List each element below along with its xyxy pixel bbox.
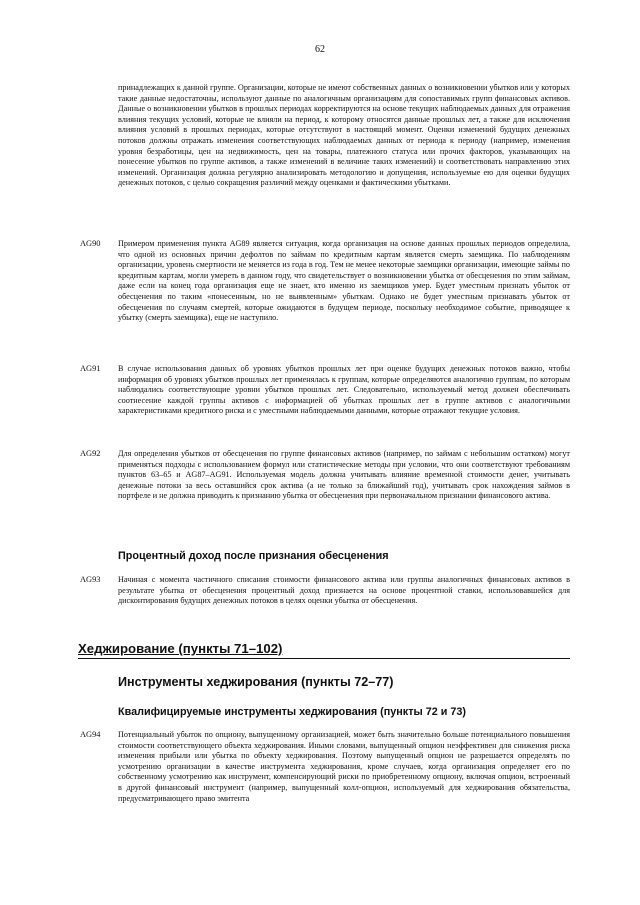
heading-qualifying-instruments: Квалифицируемые инструменты хеджирования (пункты 72 и 73): [118, 706, 466, 718]
section-rule: [78, 658, 570, 659]
paragraph-label-ag91: AG91: [80, 364, 101, 373]
paragraph-ag91: В случае использования данных об уровнях убытков прошлых лет при оценке будущих денежных потоков важно, чтобы информация об уровнях убытков прошлых лет применялась к группам, которые определяются аналогично группам, по которым наблюдались соответствующие уровни убытков прошлых лет. Следовательно, используемый метод должен обеспечивать соотнесение каждой группы активов с информацией об убытках прошлых лет в группе активов с аналогичными характеристиками кредитного риска и с уместными наблюдаемыми данными, которые отражают текущие условия.: [118, 364, 570, 416]
paragraph-ag93: Начиная с момента частичного списания стоимости финансового актива или группы аналогичных финансовых активов в результате убытка от обесценения процентный доход признается на основе процентной ставки, использовавшейся для дисконтирования будущих денежных потоков в целях оценки убытка от обесценения.: [118, 575, 570, 606]
paragraph-ag90: Примером применения пункта AG89 является ситуация, когда организация на основе данных прошлых периодов определила, что одной из основных причин дефолтов по займам по кредитным картам является смерть заемщика. По наблюдениям организации, уровень смертности не меняется из года в год. Тем не менее некоторые заемщики организации, имеющие займы по кредитным картам, могли умереть в данном году, что свидетельствует о возникновении убытка от обесценения по этим займам, даже если на конец года организация еще не знает, кто именно из заемщиков умер. Будет уместным признать убыток от обесценения по таким «понесенным, но не выявленным» убыткам. Однако не будет уместным признавать убыток от обесценения по случаям смертей, которые ожидаются в будущем периоде, поскольку необходимое событие, приводящее к убытку (смерть заемщика), еще не наступило.: [118, 239, 570, 323]
paragraph-label-ag94: AG94: [80, 730, 101, 739]
paragraph-label-ag92: AG92: [80, 449, 101, 458]
heading-interest-income: Процентный доход после признания обесценения: [118, 550, 389, 562]
paragraph-label-ag93: AG93: [80, 575, 101, 584]
intro-paragraph: принадлежащих к данной группе. Организации, которые не имеют собственных данных о возникновении убытков или у которых такие данные недостаточны, используют данные по аналогичным организациям для сопоставимых групп финансовых активов. Данные о возникновении убытков в прошлых периодах корректируются на основе текущих наблюдаемых данных для отражения влияния текущих условий, которые не влияли на период, к которому относятся данные прошлых лет, а также для исключения влияния условий в прошлых периодах, которые отсутствуют в настоящий момент. Оценки изменений будущих денежных потоков должны отражать изменения соответствующих наблюдаемых данных от периода к периоду (например, изменения уровня безработицы, цен на недвижимость, цен на товары, платежного статуса или прочих факторов, указывающих на понесение убытков по группе активов, а также изменений в величине таких изменений) и соответствовать направлению этих изменений. Организация должна регулярно анализировать методологию и допущения, используемые ею для оценки будущих денежных потоков, с целью сокращения различий между оценками и фактическими убытками.: [118, 83, 571, 188]
paragraph-ag94: Потенциальный убыток по опциону, выпущенному организацией, может быть значительно больше потенциального повышения стоимости соответствующего объекта хеджирования. Иными словами, выпущенный опцион неэффективен для снижения риска изменения прибыли или убытка по объекту хеджирования. Поэтому выпущенный опцион не разрешается определять по усмотрению организации в качестве инструмента хеджирования, кроме случаев, когда организация определяет его по собственному усмотрению как инструмент, компенсирующий риски по приобретенному опциону, включая опцион, встроенный в другой финансовый инструмент (например, выпущенный колл-опцион, используемый для хеджирования обязательства, предусматривающего право эмитента: [118, 730, 570, 803]
heading-hedging: Хеджирование (пункты 71–102): [78, 641, 283, 656]
paragraph-ag92: Для определения убытков от обесценения по группе финансовых активов (например, по займам с небольшим остатком) могут применяться подходы с использованием формул или статистические методы при условии, что они соответствуют требованиям пунктов 63–65 и AG87–AG91. Используемая модель должна учитывать влияние временной стоимости денег, учитывать денежные потоки за весь оставшийся срок актива (а не только за ближайший год), учитывать срок нахождения займов в портфеле и не должна приводить к признанию убытка от обесценения при первоначальном признании финансового актива.: [118, 449, 570, 501]
page-number: 62: [315, 44, 325, 55]
heading-hedging-instruments: Инструменты хеджирования (пункты 72–77): [118, 675, 394, 689]
paragraph-label-ag90: AG90: [80, 239, 101, 248]
